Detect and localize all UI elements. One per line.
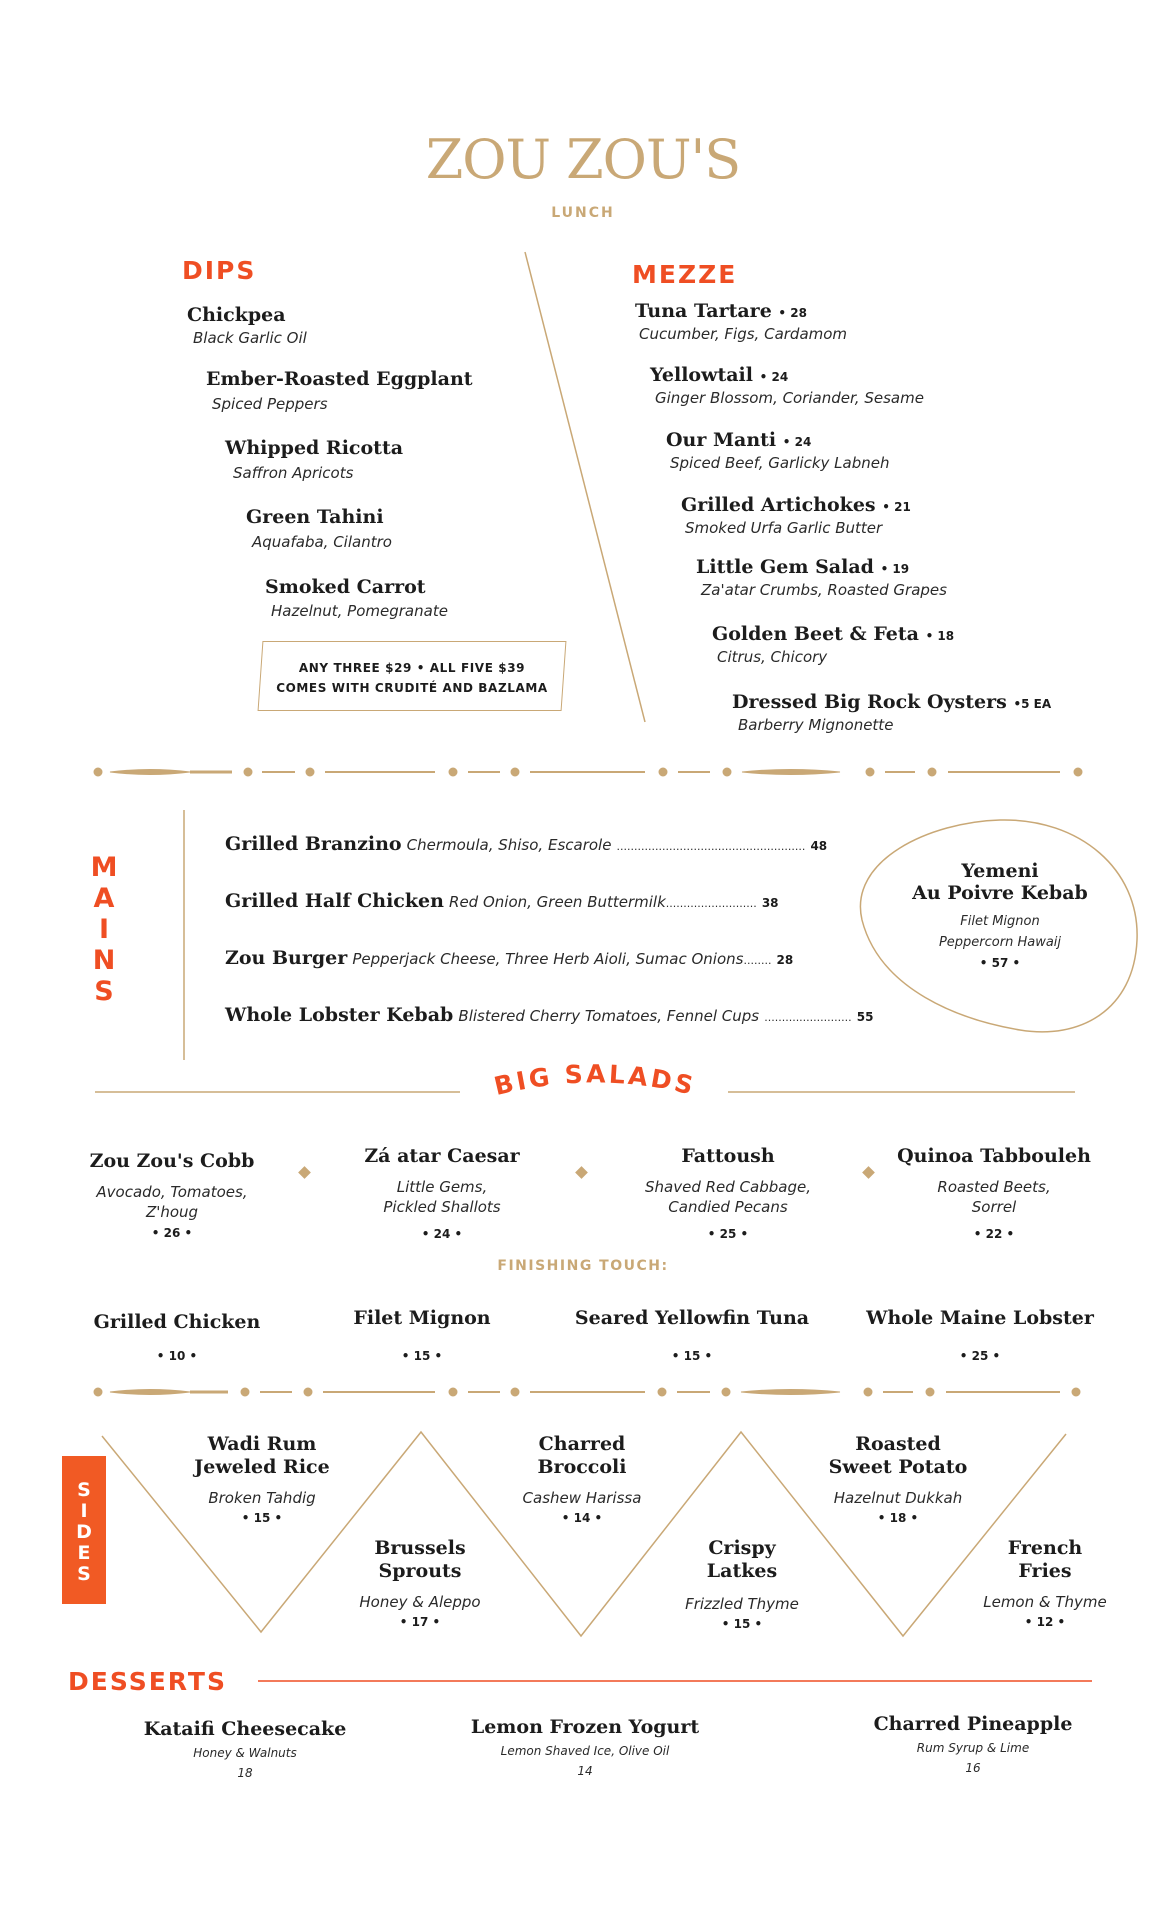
main-name: Zou Burger (225, 947, 348, 969)
dessert-name: Charred Pineapple (873, 1713, 1073, 1735)
side-price: • 17 • (399, 1615, 441, 1629)
main-price: 38 (761, 896, 779, 910)
salad-name: Zou Zou's Cobb (89, 1150, 255, 1172)
promo-line-2: COMES WITH CRUDITÉ AND BAZLAMA (276, 681, 548, 695)
salad-desc-line1: Little Gems, (396, 1178, 488, 1196)
sides-vertical-heading (62, 1480, 106, 1585)
salad-desc-line2: Z'houg (145, 1203, 199, 1221)
salad-desc-line2: Pickled Shallots (383, 1198, 501, 1216)
main-price: 55 (856, 1010, 874, 1024)
mezze-name: Yellowtail (650, 364, 753, 386)
mezze-price: • 24 (759, 370, 789, 384)
main-desc: Red Onion, Green Buttermilk (449, 893, 666, 911)
side-name-line2: Sprouts (378, 1560, 462, 1582)
dessert-price: 18 (237, 1766, 253, 1780)
ornament-divider-1 (94, 768, 1082, 776)
mezze-item (696, 556, 909, 578)
dessert-item (100, 1718, 390, 1780)
mezze-desc: Cucumber, Figs, Cardamom (639, 325, 848, 343)
mezze-price: • 18 (925, 629, 955, 643)
side-item (320, 1537, 520, 1629)
dessert-desc: Rum Syrup & Lime (916, 1741, 1030, 1755)
dessert-name: Lemon Frozen Yogurt (470, 1716, 700, 1738)
big-salads-title: BIG SALADS (491, 1059, 699, 1102)
main-desc: Pepperjack Cheese, Three Herb Aioli, Sumac Onions (352, 950, 744, 968)
main-name: Grilled Half Chicken (225, 890, 444, 912)
mezze-price: • 24 (782, 435, 812, 449)
menu-subtitle: LUNCH (551, 205, 615, 221)
mezze-item (712, 623, 954, 645)
feature-name-line2: Au Poivre Kebab (912, 882, 1088, 904)
sides-letter: D (76, 1521, 92, 1543)
dip-name: Chickpea (187, 304, 286, 326)
salad-desc-line2: Candied Pecans (668, 1198, 788, 1216)
side-price: • 14 • (561, 1511, 603, 1525)
mezze-name: Golden Beet & Feta (712, 623, 919, 645)
side-desc: Cashew Harissa (522, 1489, 642, 1507)
finishing-touch-heading: FINISHING TOUCH: (497, 1258, 669, 1274)
feature-desc-line1: Filet Mignon (960, 914, 1040, 929)
main-item (225, 1004, 873, 1026)
side-name-line1: Wadi Rum (207, 1433, 317, 1455)
mezze-item (681, 494, 911, 516)
mezze-item (650, 364, 788, 386)
dip-desc: Aquafaba, Cilantro (252, 533, 392, 551)
main-name: Grilled Branzino (225, 833, 402, 855)
dip-name: Green Tahini (246, 506, 384, 528)
finishing-name: Filet Mignon (353, 1307, 491, 1329)
salad-desc-line1: Avocado, Tomatoes, (96, 1183, 248, 1201)
mezze-price: •5 EA (1013, 697, 1052, 711)
dips-promo-text (260, 658, 564, 698)
salad-name: Zá atar Caesar (364, 1145, 520, 1167)
desserts-heading: DESSERTS (68, 1667, 227, 1696)
finishing-name: Grilled Chicken (93, 1311, 261, 1333)
main-item (225, 947, 793, 969)
dip-desc: Black Garlic Oil (193, 329, 307, 347)
main-leader-dots: ......................... (764, 1011, 852, 1024)
salad-desc-line1: Shaved Red Cabbage, (645, 1178, 811, 1196)
side-name-line1: French (1007, 1537, 1083, 1559)
mezze-name: Dressed Big Rock Oysters (732, 691, 1007, 713)
dip-desc: Hazelnut, Pomegranate (271, 602, 448, 620)
mains-letter: S (94, 976, 114, 1007)
salad-name: Quinoa Tabbouleh (897, 1145, 1091, 1167)
side-price: • 18 • (877, 1511, 919, 1525)
side-name-line1: Charred (538, 1433, 626, 1455)
main-item (225, 833, 827, 855)
salad-desc-line2: Sorrel (971, 1198, 1017, 1216)
side-desc: Hazelnut Dukkah (833, 1489, 963, 1507)
mains-vertical-heading (84, 852, 124, 1007)
finishing-price: • 15 • (671, 1349, 713, 1363)
mezze-desc: Za'atar Crumbs, Roasted Grapes (701, 581, 947, 599)
side-name-line2: Fries (1018, 1560, 1072, 1582)
ornament-divider-2 (94, 1388, 1080, 1396)
finishing-price: • 25 • (959, 1349, 1001, 1363)
side-name-line1: Crispy (708, 1537, 776, 1559)
salad-item (342, 1145, 542, 1241)
side-desc: Lemon & Thyme (983, 1593, 1107, 1611)
main-name: Whole Lobster Kebab (225, 1004, 454, 1026)
mezze-name: Our Manti (666, 429, 777, 451)
side-desc: Broken Tahdig (208, 1489, 316, 1507)
finishing-name: Seared Yellowfin Tuna (574, 1307, 810, 1329)
side-name-line1: Brussels (374, 1537, 466, 1559)
finishing-item (52, 1311, 302, 1363)
salad-price: • 26 • (151, 1226, 193, 1240)
mains-letter: N (92, 945, 116, 976)
dessert-item (440, 1716, 730, 1778)
dessert-item (828, 1713, 1118, 1775)
side-desc: Honey & Aleppo (359, 1593, 481, 1611)
finishing-name: Whole Maine Lobster (866, 1307, 1094, 1329)
feature-item (880, 860, 1120, 970)
main-leader-dots: ........ (743, 954, 772, 967)
salad-name: Fattoush (681, 1145, 775, 1167)
finishing-item (840, 1307, 1120, 1363)
sides-letter: I (80, 1500, 88, 1522)
sides-letter: S (77, 1479, 91, 1501)
mezze-name: Grilled Artichokes (681, 494, 876, 516)
side-name-line2: Sweet Potato (828, 1456, 968, 1478)
side-item (965, 1537, 1125, 1629)
main-desc: Chermoula, Shiso, Escarole (406, 836, 612, 854)
mezze-price: • 28 (778, 306, 807, 320)
mezze-price: • 21 (882, 500, 911, 514)
dessert-desc: Honey & Walnuts (193, 1746, 297, 1760)
mains-letter: M (90, 852, 118, 883)
dessert-name: Kataifi Cheesecake (143, 1718, 347, 1740)
salad-price: • 24 • (421, 1227, 463, 1241)
side-item (798, 1433, 998, 1525)
mezze-desc: Ginger Blossom, Coriander, Sesame (655, 389, 924, 407)
main-price: 28 (776, 953, 794, 967)
mezze-name: Little Gem Salad (696, 556, 874, 578)
dips-heading: DIPS (182, 256, 257, 285)
main-price: 48 (810, 839, 828, 853)
dip-name: Smoked Carrot (265, 576, 426, 598)
main-item (225, 890, 779, 912)
finishing-price: • 10 • (156, 1349, 198, 1363)
mains-letter: I (98, 914, 110, 945)
salad-price: • 22 • (973, 1227, 1015, 1241)
finishing-item (297, 1307, 547, 1363)
dessert-price: 14 (577, 1764, 593, 1778)
side-price: • 12 • (1024, 1615, 1066, 1629)
main-leader-dots: ...................................................... (616, 840, 806, 853)
big-salads-heading (470, 1055, 720, 1115)
restaurant-logo: ZOU ZOU'S (425, 128, 741, 191)
dessert-price: 16 (965, 1761, 981, 1775)
dip-name: Ember-Roasted Eggplant (206, 368, 473, 390)
feature-desc-line2: Peppercorn Hawaij (938, 935, 1062, 950)
side-item (642, 1537, 842, 1631)
dip-desc: Spiced Peppers (212, 395, 328, 413)
main-leader-dots: .......................... (665, 897, 757, 910)
mezze-heading: MEZZE (632, 260, 738, 289)
mezze-desc: Barberry Mignonette (738, 716, 894, 734)
side-name-line2: Jeweled Rice (194, 1456, 330, 1478)
finishing-price: • 15 • (401, 1349, 443, 1363)
side-name-line2: Latkes (706, 1560, 778, 1582)
salad-item (72, 1150, 272, 1240)
mezze-desc: Smoked Urfa Garlic Butter (685, 519, 883, 537)
promo-line-1: ANY THREE $29 • ALL FIVE $39 (298, 661, 526, 675)
mezze-item (732, 691, 1051, 713)
side-desc: Frizzled Thyme (685, 1595, 799, 1613)
salad-item (884, 1145, 1104, 1241)
mezze-item (666, 429, 811, 451)
side-price: • 15 • (241, 1511, 283, 1525)
mezze-desc: Citrus, Chicory (717, 648, 828, 666)
finishing-item (552, 1307, 832, 1363)
main-desc: Blistered Cherry Tomatoes, Fennel Cups (458, 1007, 760, 1025)
mezze-name: Tuna Tartare (635, 300, 772, 322)
salad-item (618, 1145, 838, 1241)
side-name-line1: Roasted (855, 1433, 941, 1455)
salad-price: • 25 • (707, 1227, 749, 1241)
side-item (482, 1433, 682, 1525)
mezze-item (635, 300, 807, 322)
mezze-desc: Spiced Beef, Garlicky Labneh (670, 454, 890, 472)
mains-letter: A (93, 883, 115, 914)
feature-name-line1: Yemeni (961, 860, 1039, 882)
svg-text:BIG SALADS (491, 1059, 698, 1101)
dessert-desc: Lemon Shaved Ice, Olive Oil (500, 1744, 670, 1758)
feature-price: • 57 • (979, 956, 1021, 970)
salad-desc-line1: Roasted Beets, (937, 1178, 1051, 1196)
dip-name: Whipped Ricotta (225, 437, 404, 459)
dip-desc: Saffron Apricots (233, 464, 354, 482)
sides-letter: S (77, 1563, 91, 1585)
mezze-price: • 19 (880, 562, 910, 576)
side-name-line2: Broccoli (537, 1456, 627, 1478)
side-price: • 15 • (721, 1617, 763, 1631)
side-item (162, 1433, 362, 1525)
sides-letter: E (77, 1542, 91, 1564)
